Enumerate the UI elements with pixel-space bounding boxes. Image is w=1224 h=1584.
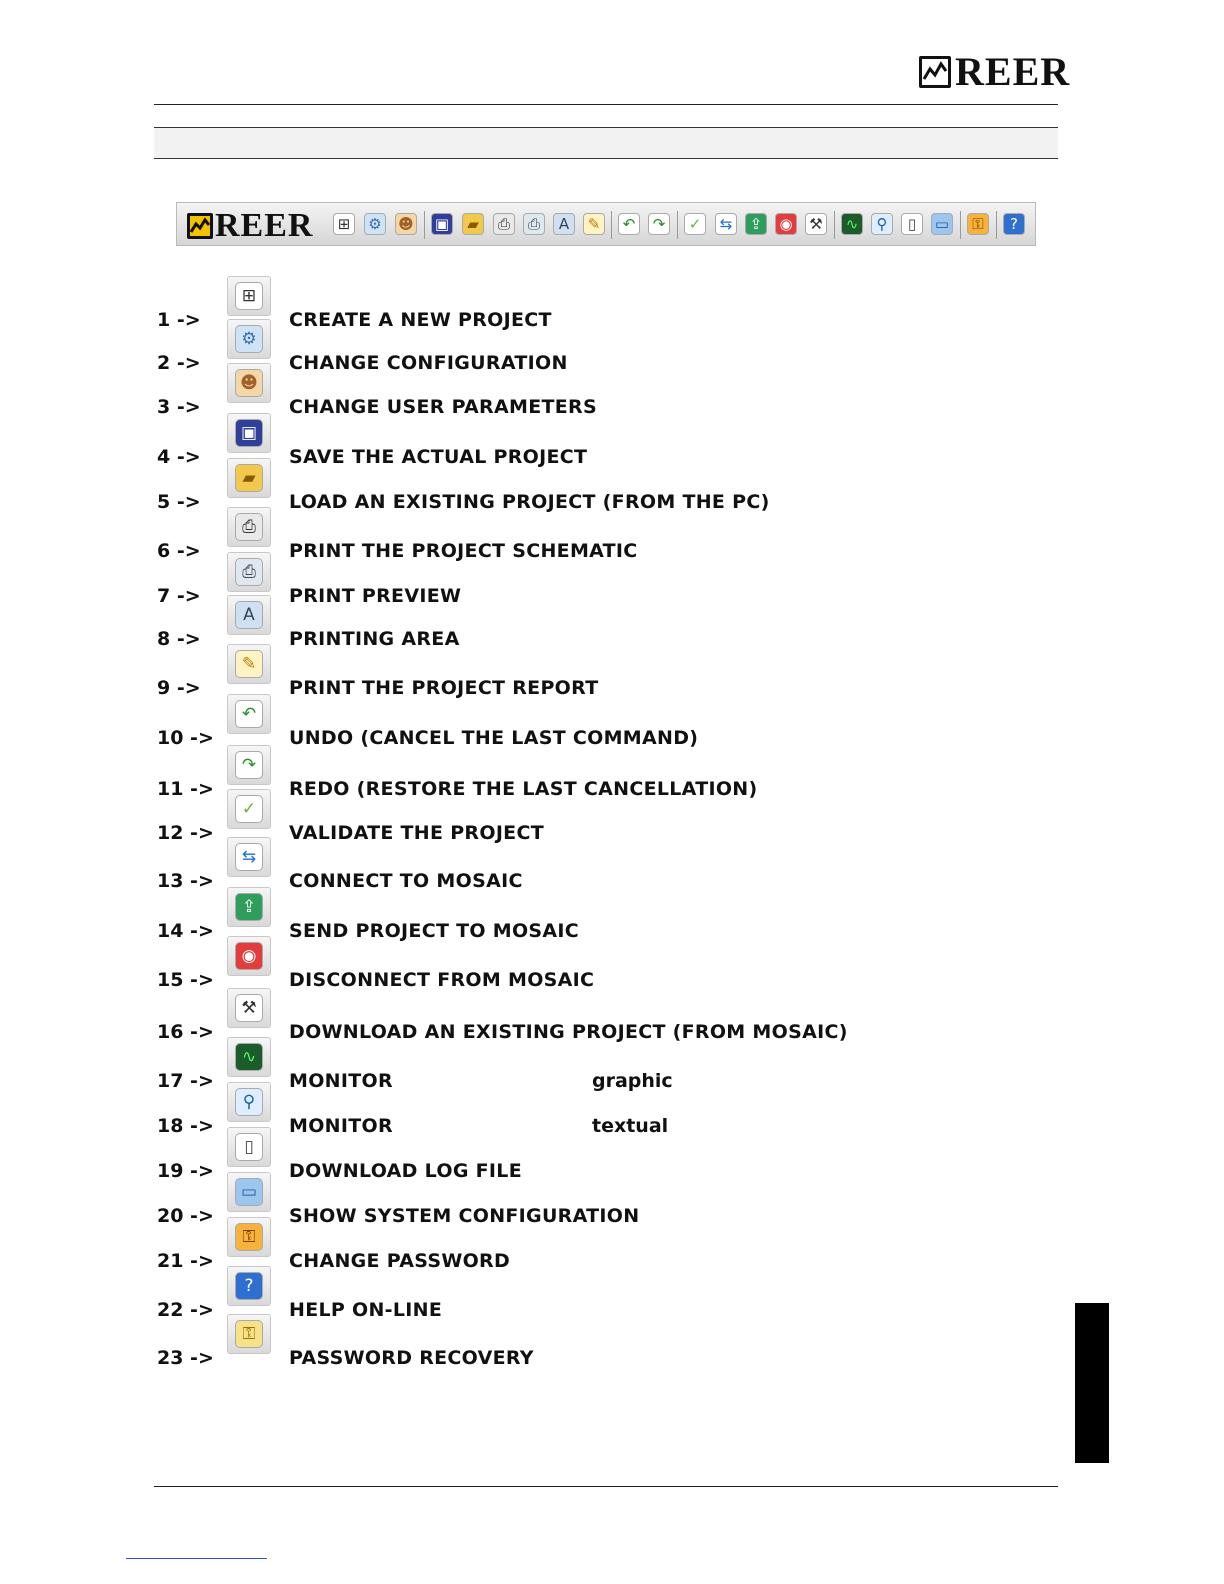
password-recovery-icon-glyph: ⚿	[235, 1320, 263, 1348]
item-label: PRINTING AREA	[289, 628, 460, 650]
list-item	[157, 847, 1057, 895]
list-item	[157, 1324, 1057, 1372]
toolbar-separator	[996, 211, 997, 239]
footer-link-underline	[126, 1558, 267, 1559]
item-label: UNDO (CANCEL THE LAST COMMAND)	[289, 727, 699, 749]
print-preview-icon	[227, 552, 271, 592]
item-label: PRINT PREVIEW	[289, 585, 462, 607]
password-recovery-icon	[227, 1314, 271, 1354]
list-item	[157, 799, 1057, 847]
item-label: HELP ON-LINE	[289, 1299, 443, 1321]
list-item	[157, 605, 1057, 653]
toolbar-user-icon[interactable]: ☻	[395, 213, 417, 235]
item-number: 19 ->	[157, 1160, 214, 1182]
item-number: 16 ->	[157, 1021, 214, 1043]
item-label: PASSWORD RECOVERY	[289, 1347, 534, 1369]
item-number: 3 ->	[157, 396, 201, 418]
list-item	[157, 1182, 1057, 1230]
help-icon	[227, 1266, 271, 1306]
item-number: 15 ->	[157, 969, 214, 991]
list-item	[157, 517, 1057, 565]
item-number: 11 ->	[157, 778, 214, 800]
user-icon-glyph: ☻	[235, 369, 263, 397]
list-item	[157, 755, 1057, 803]
item-label: CHANGE PASSWORD	[289, 1250, 511, 1272]
toolbar-separator	[960, 211, 961, 239]
open-folder-icon-glyph: ▰	[235, 464, 263, 492]
item-label: LOAD AN EXISTING PROJECT (FROM THE PC)	[289, 491, 770, 513]
new-project-icon-glyph: ⊞	[235, 282, 263, 310]
undo-icon	[227, 694, 271, 734]
item-number: 10 ->	[157, 727, 214, 749]
new-project-icon	[227, 276, 271, 316]
item-label: CHANGE USER PARAMETERS	[289, 396, 597, 418]
toolbar-separator	[677, 211, 678, 239]
user-icon	[227, 363, 271, 403]
item-number: 14 ->	[157, 920, 214, 942]
toolbar-password-icon[interactable]: ⚿	[967, 213, 989, 235]
send-icon-glyph: ⇪	[235, 893, 263, 921]
system-config-icon-glyph: ▭	[235, 1178, 263, 1206]
log-file-icon-glyph: ▯	[235, 1133, 263, 1161]
toolbar-logo	[187, 209, 313, 243]
toolbar-check-icon[interactable]: ✓	[684, 213, 706, 235]
toolbar-monitor-textual-icon[interactable]: ⚲	[871, 213, 893, 235]
configuration-icon	[227, 319, 271, 359]
print-icon	[227, 507, 271, 547]
toolbar-separator	[834, 211, 835, 239]
header-rule	[154, 104, 1058, 105]
toolbar-separator	[611, 211, 612, 239]
save-icon	[227, 413, 271, 453]
list-item	[157, 1137, 1057, 1185]
toolbar-log-file-icon[interactable]: ▯	[901, 213, 923, 235]
item-number: 6 ->	[157, 540, 201, 562]
item-label: SAVE THE ACTUAL PROJECT	[289, 446, 588, 468]
footer-rule	[154, 1486, 1058, 1487]
list-item	[157, 1276, 1057, 1324]
item-number: 5 ->	[157, 491, 201, 513]
toolbar-report-icon[interactable]: ✎	[583, 213, 605, 235]
check-icon-glyph: ✓	[235, 795, 263, 823]
download-icon-glyph: ⚒	[235, 994, 263, 1022]
item-label: MONITOR	[289, 1115, 393, 1137]
item-mode: graphic	[592, 1070, 673, 1092]
item-label: DOWNLOAD LOG FILE	[289, 1160, 522, 1182]
item-number: 22 ->	[157, 1299, 214, 1321]
toolbar-logo-text: REER	[215, 207, 314, 244]
list-item	[157, 946, 1057, 994]
item-label: SEND PROJECT TO MOSAIC	[289, 920, 580, 942]
list-item	[157, 704, 1057, 752]
open-folder-icon	[227, 458, 271, 498]
item-number: 23 ->	[157, 1347, 214, 1369]
help-icon-glyph: ?	[235, 1272, 263, 1300]
item-number: 2 ->	[157, 352, 201, 374]
toolbar-print-preview-icon[interactable]: ⎙	[523, 213, 545, 235]
redo-icon	[227, 745, 271, 785]
item-number: 18 ->	[157, 1115, 214, 1137]
logo-text: REER	[955, 49, 1071, 94]
list-item	[157, 654, 1057, 702]
report-icon-glyph: ✎	[235, 650, 263, 678]
item-number: 9 ->	[157, 677, 201, 699]
disconnect-icon-glyph: ◉	[235, 942, 263, 970]
configuration-icon-glyph: ⚙	[235, 325, 263, 353]
list-item	[157, 286, 1057, 334]
item-number: 13 ->	[157, 870, 214, 892]
list-item	[157, 468, 1057, 516]
list-item	[157, 998, 1057, 1046]
toolbar	[176, 202, 1036, 246]
print-icon-glyph: ⎙	[235, 513, 263, 541]
toolbar-print-icon[interactable]: ⎙	[493, 213, 515, 235]
toolbar-download-icon[interactable]: ⚒	[805, 213, 827, 235]
monitor-graphic-icon	[227, 1037, 271, 1077]
connect-icon-glyph: ⇆	[235, 843, 263, 871]
list-item	[157, 1092, 1057, 1140]
item-number: 4 ->	[157, 446, 201, 468]
toolbar-send-icon[interactable]: ⇪	[745, 213, 767, 235]
list-item	[157, 329, 1057, 377]
send-icon	[227, 887, 271, 927]
item-number: 1 ->	[157, 309, 201, 331]
system-config-icon	[227, 1172, 271, 1212]
item-number: 12 ->	[157, 822, 214, 844]
item-label: CONNECT TO MOSAIC	[289, 870, 523, 892]
item-number: 20 ->	[157, 1205, 214, 1227]
item-label: PRINT THE PROJECT SCHEMATIC	[289, 540, 638, 562]
item-number: 7 ->	[157, 585, 201, 607]
monitor-textual-icon-glyph: ⚲	[235, 1088, 263, 1116]
item-label: MONITOR	[289, 1070, 393, 1092]
item-mode: textual	[592, 1115, 669, 1137]
list-item	[157, 562, 1057, 610]
item-label: PRINT THE PROJECT REPORT	[289, 677, 599, 699]
list-item	[157, 1227, 1057, 1275]
toolbar-monitor-graphic-icon[interactable]: ∿	[841, 213, 863, 235]
brand-logo	[919, 49, 1071, 94]
printing-area-icon-glyph: A	[235, 601, 263, 629]
toolbar-help-icon[interactable]: ?	[1003, 213, 1025, 235]
toolbar-configuration-icon[interactable]: ⚙	[364, 213, 386, 235]
save-icon-glyph: ▣	[235, 419, 263, 447]
password-icon	[227, 1217, 271, 1257]
check-icon	[227, 789, 271, 829]
item-label: DOWNLOAD AN EXISTING PROJECT (FROM MOSAIC)	[289, 1021, 848, 1043]
monitor-graphic-icon-glyph: ∿	[235, 1043, 263, 1071]
report-icon	[227, 644, 271, 684]
monitor-textual-icon	[227, 1082, 271, 1122]
logo-mark-icon	[919, 56, 951, 88]
toolbar-save-icon[interactable]: ▣	[431, 213, 453, 235]
item-label: CREATE A NEW PROJECT	[289, 309, 552, 331]
toolbar-undo-icon[interactable]: ↶	[618, 213, 640, 235]
printing-area-icon	[227, 595, 271, 635]
disconnect-icon	[227, 936, 271, 976]
toolbar-new-project-icon[interactable]: ⊞	[333, 213, 355, 235]
password-icon-glyph: ⚿	[235, 1223, 263, 1251]
item-label: REDO (RESTORE THE LAST CANCELLATION)	[289, 778, 758, 800]
list-item	[157, 1047, 1057, 1095]
toolbar-disconnect-icon[interactable]: ◉	[775, 213, 797, 235]
section-band	[154, 127, 1058, 159]
item-label: SHOW SYSTEM CONFIGURATION	[289, 1205, 640, 1227]
download-icon	[227, 988, 271, 1028]
toolbar-separator	[424, 211, 425, 239]
item-number: 8 ->	[157, 628, 201, 650]
item-label: DISCONNECT FROM MOSAIC	[289, 969, 595, 991]
toolbar-connect-icon[interactable]: ⇆	[715, 213, 737, 235]
toolbar-printing-area-icon[interactable]: A	[553, 213, 575, 235]
item-number: 17 ->	[157, 1070, 214, 1092]
item-label: CHANGE CONFIGURATION	[289, 352, 568, 374]
log-file-icon	[227, 1127, 271, 1167]
toolbar-redo-icon[interactable]: ↷	[648, 213, 670, 235]
list-item	[157, 423, 1057, 471]
redo-icon-glyph: ↷	[235, 751, 263, 779]
toolbar-logo-mark-icon	[187, 213, 213, 239]
print-preview-icon-glyph: ⎙	[235, 558, 263, 586]
list-item	[157, 897, 1057, 945]
item-label: VALIDATE THE PROJECT	[289, 822, 544, 844]
toolbar-system-config-icon[interactable]: ▭	[931, 213, 953, 235]
item-number: 21 ->	[157, 1250, 214, 1272]
chapter-tab	[1075, 1303, 1109, 1463]
undo-icon-glyph: ↶	[235, 700, 263, 728]
connect-icon	[227, 837, 271, 877]
toolbar-open-folder-icon[interactable]: ▰	[462, 213, 484, 235]
list-item	[157, 373, 1057, 421]
